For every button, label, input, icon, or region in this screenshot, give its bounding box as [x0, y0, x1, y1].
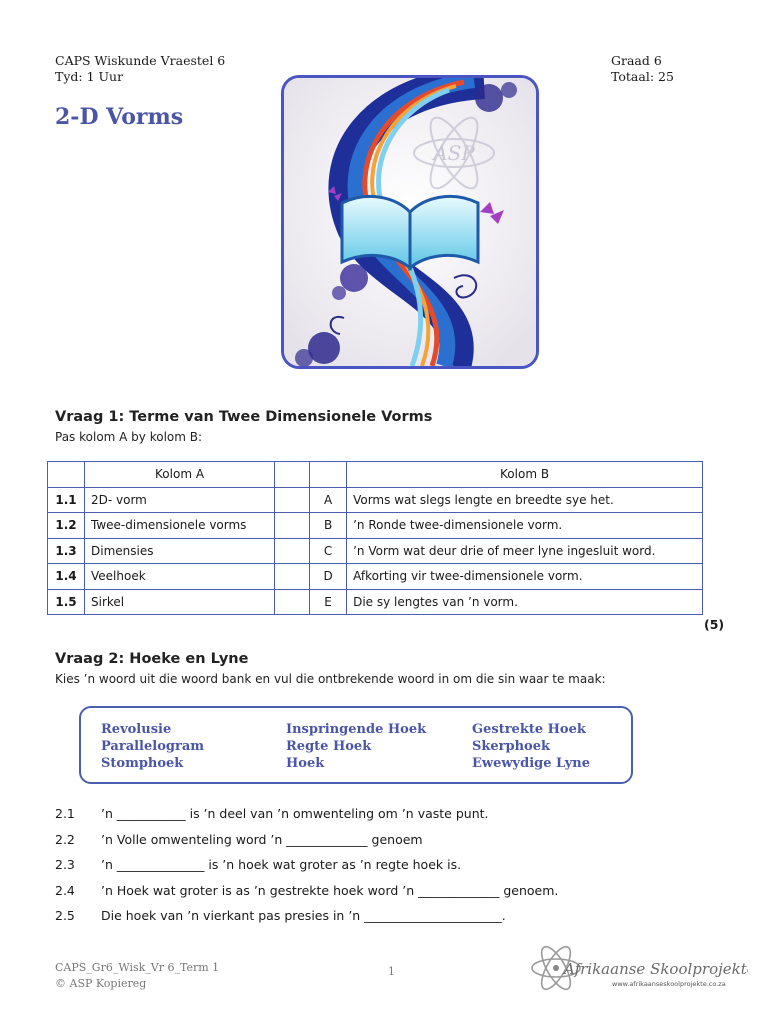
answer-cell[interactable] [275, 513, 310, 539]
item-number: 2.5 [55, 908, 75, 923]
col-a-item: Twee-dimensionele vorms [85, 513, 275, 539]
footer-left [55, 960, 219, 992]
item-sentence: ’n ______________ is ’n hoek wat groter as ’n regte hoek is. [101, 857, 462, 872]
col-b-item: Vorms wat slegs lengte en breedte sye het. [347, 487, 703, 513]
q2-title: Vraag 2: Hoeke en Lyne [55, 651, 249, 667]
table-header-row [48, 462, 703, 488]
col-a-item: Dimensies [85, 538, 275, 564]
total-marks: Totaal: 25 [611, 69, 674, 84]
header-left [55, 53, 225, 85]
item-number: 2.2 [55, 832, 75, 847]
q1-marks: (5) [704, 617, 725, 632]
table-row [48, 589, 703, 615]
page-number: 1 [388, 965, 395, 978]
word-bank-item: Revolusie [101, 722, 172, 737]
word-bank-item: Inspringende Hoek [286, 722, 427, 737]
document-code: CAPS_Gr6_Wisk_Vr 6_Term 1 [55, 961, 220, 974]
table-row [48, 564, 703, 590]
item-sentence: Die hoek van ’n vierkant pas presies in ’n ______________________. [101, 908, 506, 923]
cover-logo-text: ASP [433, 141, 475, 165]
col-a-item: Veelhoek [85, 564, 275, 590]
matching-table [47, 461, 703, 615]
col-b-item: Afkorting vir twee-dimensionele vorm. [347, 564, 703, 590]
col-b-item: Die sy lengtes van ’n vorm. [347, 589, 703, 615]
q2-instruction: Kies ’n woord uit die woord bank en vul die ontbrekende woord in om die sin waar te maak: [55, 672, 606, 686]
row-number: 1.5 [48, 589, 85, 615]
row-letter: D [310, 564, 347, 590]
answer-cell[interactable] [275, 538, 310, 564]
col-a-item: 2D- vorm [85, 487, 275, 513]
item-number: 2.1 [55, 806, 75, 821]
item-number: 2.3 [55, 857, 75, 872]
answer-cell[interactable] [275, 589, 310, 615]
row-letter: C [310, 538, 347, 564]
cover-illustration [281, 75, 539, 369]
item-sentence: ’n Hoek wat groter is as ’n gestrekte hoek word ’n _____________ genoem. [101, 883, 559, 898]
logo-url: www.afrikaanseskoolprojekte.co.za [612, 980, 726, 988]
item-number: 2.4 [55, 883, 75, 898]
grade: Graad 6 [611, 53, 662, 68]
row-number: 1.1 [48, 487, 85, 513]
word-bank-item: Regte Hoek [286, 739, 372, 754]
logo-name: Afrikaanse Skoolprojekte [564, 960, 748, 978]
header-right [611, 53, 674, 85]
row-number: 1.4 [48, 564, 85, 590]
item-sentence: ’n Volle omwenteling word ’n _____________ genoem [101, 832, 423, 847]
swirl-book-image [284, 78, 536, 366]
time-allowed: Tyd: 1 Uur [55, 69, 124, 84]
answer-cell[interactable] [275, 564, 310, 590]
paper-name: CAPS Wiskunde Vraestel 6 [55, 53, 226, 68]
row-letter: A [310, 487, 347, 513]
answer-cell[interactable] [275, 487, 310, 513]
col-a-header: Kolom A [85, 462, 275, 488]
table-row [48, 513, 703, 539]
word-bank-item: Stomphoek [101, 756, 184, 771]
table-row [48, 487, 703, 513]
row-letter: E [310, 589, 347, 615]
row-number: 1.2 [48, 513, 85, 539]
q1-title: Vraag 1: Terme van Twee Dimensionele Vorms [55, 409, 433, 425]
publisher-logo [528, 944, 748, 996]
word-bank-item: Parallelogram [101, 739, 204, 754]
word-bank-item: Hoek [286, 756, 325, 771]
copyright: © ASP Kopiereg [55, 977, 147, 990]
table-row [48, 538, 703, 564]
item-sentence: ’n ___________ is ’n deel van ’n omwenteling om ’n vaste punt. [101, 806, 489, 821]
word-bank-item: Skerphoek [472, 739, 551, 754]
row-number: 1.3 [48, 538, 85, 564]
col-b-header: Kolom B [347, 462, 703, 488]
word-bank-item: Gestrekte Hoek [472, 722, 586, 737]
word-bank [79, 706, 633, 784]
col-b-item: ’n Vorm wat deur drie of meer lyne ingesluit word. [347, 538, 703, 564]
col-a-item: Sirkel [85, 589, 275, 615]
q1-instruction: Pas kolom A by kolom B: [55, 430, 203, 444]
col-b-item: ’n Ronde twee-dimensionele vorm. [347, 513, 703, 539]
page-title: 2-D Vorms [55, 104, 184, 130]
word-bank-item: Ewewydige Lyne [472, 756, 590, 771]
row-letter: B [310, 513, 347, 539]
atom-logo-icon [528, 944, 748, 996]
